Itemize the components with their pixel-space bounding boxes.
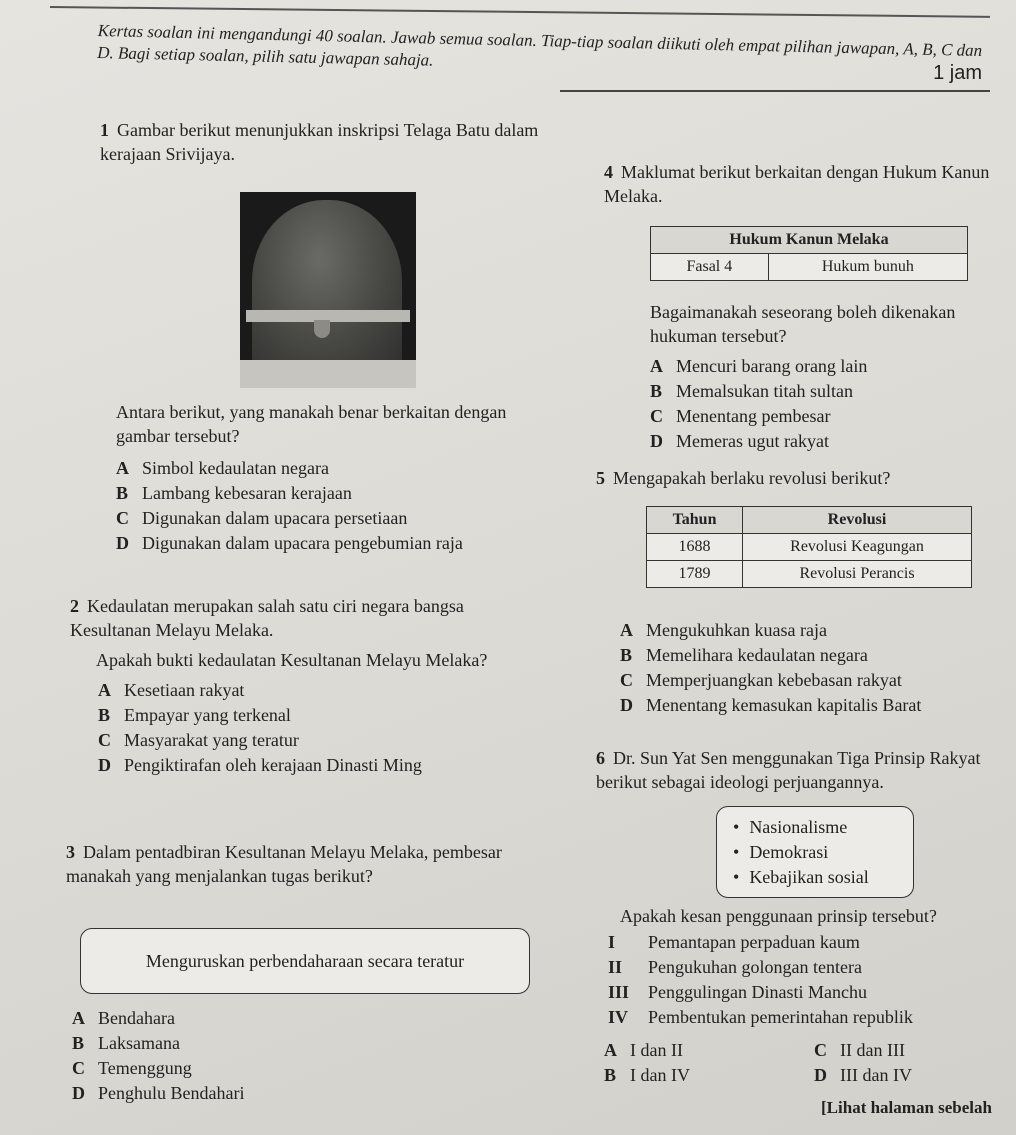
option-text: Penghulu Bendahari	[98, 1083, 245, 1103]
hukum-kanun-table	[650, 226, 968, 281]
option-item	[116, 531, 556, 556]
option-letter: A	[604, 1040, 617, 1060]
statement-number: I	[608, 932, 616, 952]
question-1-prompt: Antara berikut, yang manakah benar berkaitan dengan gambar tersebut?	[116, 402, 507, 446]
exam-instructions: Kertas soalan ini mengandungi 40 soalan. Jawab semua soalan. Tiap-tiap soalan diikuti oleh empat pilihan jawapan, A, B, C dan D. Bagi setiap soalan, pilih satu jawapan sahaja.	[97, 20, 983, 70]
option-text: Menentang pembesar	[676, 406, 831, 426]
question-3-text: Dalam pentadbiran Kesultanan Melayu Melaka, pembesar manakah yang menjalankan tugas berikut?	[66, 842, 502, 886]
option-item	[650, 379, 990, 404]
question-number: 2	[70, 596, 79, 616]
option-letter: B	[98, 705, 111, 725]
statement-text: Pengukuhan golongan tentera	[648, 957, 862, 977]
option-text: III dan IV	[840, 1065, 912, 1085]
statement-text: Pembentukan pemerintahan republik	[648, 1007, 913, 1027]
option-text: Memalsukan titah sultan	[676, 381, 853, 401]
statement-number: II	[608, 957, 623, 977]
option-item	[620, 643, 1000, 668]
principle-item: • Kebajikan sosial	[733, 865, 869, 890]
table-header: Tahun	[647, 507, 743, 534]
statement-text: Penggulingan Dinasti Manchu	[648, 982, 867, 1002]
question-4	[604, 160, 996, 208]
table-cell: Hukum bunuh	[768, 254, 967, 281]
option-item	[72, 1006, 492, 1031]
option-letter: C	[620, 670, 633, 690]
option-letter: C	[116, 508, 129, 528]
option-letter: C	[814, 1040, 827, 1060]
option-text: II dan III	[840, 1040, 905, 1060]
option-item	[650, 404, 990, 429]
question-4-prompt: Bagaimanakah seseorang boleh dikenakan hukuman tersebut?	[650, 302, 956, 346]
question-6-statements	[608, 930, 988, 1030]
question-3	[66, 840, 546, 888]
option-text: I dan II	[630, 1040, 683, 1060]
question-3-options	[72, 1006, 492, 1106]
option-letter: C	[98, 730, 111, 750]
question-6	[596, 746, 1000, 794]
revolution-table	[646, 506, 972, 588]
table-cell: Revolusi Perancis	[743, 561, 972, 588]
question-3-task-box	[80, 928, 530, 994]
principle-item: • Demokrasi	[733, 840, 828, 865]
telaga-batu-inscription-image	[240, 192, 416, 388]
option-item	[620, 693, 1000, 718]
option-text: Bendahara	[98, 1008, 175, 1028]
question-1-body	[116, 400, 556, 556]
question-2	[70, 594, 540, 778]
option-text: Empayar yang terkenal	[124, 705, 291, 725]
table-cell: 1688	[647, 534, 743, 561]
question-number: 4	[604, 162, 613, 182]
top-border-line	[50, 6, 990, 18]
option-item	[620, 618, 1000, 643]
question-5-options	[620, 618, 1000, 718]
question-4-text: Maklumat berikut berkaitan dengan Hukum Kanun Melaka.	[604, 162, 990, 206]
stone-spout	[314, 320, 330, 338]
option-letter: C	[650, 406, 663, 426]
inscription-stone	[252, 200, 402, 370]
option-text: Simbol kedaulatan negara	[142, 458, 329, 478]
next-page-note: [Lihat halaman sebelah	[821, 1098, 992, 1117]
option-letter: B	[116, 483, 129, 503]
statement-item	[608, 930, 988, 955]
header-divider	[560, 90, 990, 92]
question-5-text: Mengapakah berlaku revolusi berikut?	[613, 468, 891, 488]
statement-item	[608, 980, 988, 1005]
option-item	[72, 1081, 492, 1106]
question-2-text: Kedaulatan merupakan salah satu ciri negara bangsa Kesultanan Melayu Melaka.	[70, 596, 464, 640]
option-item	[116, 481, 556, 506]
option-letter: D	[620, 695, 633, 715]
question-6-options-right	[814, 1038, 994, 1088]
option-letter: A	[620, 620, 633, 640]
statement-item	[608, 1005, 988, 1030]
option-item	[98, 728, 540, 753]
question-6-prompt: Apakah kesan penggunaan prinsip tersebut?	[620, 906, 937, 926]
question-1-stem	[100, 118, 570, 166]
option-letter: B	[620, 645, 633, 665]
exam-duration: 1 jam	[933, 62, 982, 84]
question-6-options-left	[604, 1038, 784, 1088]
option-item	[98, 678, 540, 703]
option-letter: B	[72, 1033, 85, 1053]
option-item	[116, 456, 556, 481]
option-text: Memperjuangkan kebebasan rakyat	[646, 670, 902, 690]
question-number: 1	[100, 120, 109, 140]
option-letter: D	[814, 1065, 827, 1085]
option-letter: D	[72, 1083, 85, 1103]
option-letter: B	[604, 1065, 617, 1085]
option-text: Temenggung	[98, 1058, 192, 1078]
question-4-options	[650, 354, 990, 454]
stone-base	[240, 360, 416, 388]
option-item	[72, 1056, 492, 1081]
option-text: Mencuri barang orang lain	[676, 356, 868, 376]
question-1-text: Gambar berikut menunjukkan inskripsi Telaga Batu dalam kerajaan Srivijaya.	[100, 120, 539, 164]
option-text: Menentang kemasukan kapitalis Barat	[646, 695, 922, 715]
option-item	[650, 354, 990, 379]
question-3-task-text: Menguruskan perbendaharaan secara teratur	[145, 950, 465, 971]
option-text: Digunakan dalam upacara pengebumian raja	[142, 533, 463, 553]
option-text: Memelihara kedaulatan negara	[646, 645, 868, 665]
option-letter: C	[72, 1058, 85, 1078]
question-2-prompt: Apakah bukti kedaulatan Kesultanan Melayu Melaka?	[96, 650, 488, 670]
option-letter: D	[116, 533, 129, 553]
table-cell: Fasal 4	[651, 254, 769, 281]
statement-number: IV	[608, 1007, 629, 1027]
option-letter: D	[98, 755, 111, 775]
question-5	[596, 466, 996, 490]
statement-number: III	[608, 982, 630, 1002]
option-item	[116, 506, 556, 531]
option-letter: A	[116, 458, 129, 478]
statement-text: Pemantapan perpaduan kaum	[648, 932, 860, 952]
three-principles-box	[716, 806, 914, 898]
option-text: I dan IV	[630, 1065, 690, 1085]
option-text: Memeras ugut rakyat	[676, 431, 829, 451]
option-item	[98, 703, 540, 728]
option-text: Laksamana	[98, 1033, 180, 1053]
question-6-text: Dr. Sun Yat Sen menggunakan Tiga Prinsip Rakyat berikut sebagai ideologi perjuangannya.	[596, 748, 981, 792]
principle-item: • Nasionalisme	[733, 815, 847, 840]
option-item	[620, 668, 1000, 693]
option-item	[72, 1031, 492, 1056]
option-text: Lambang kebesaran kerajaan	[142, 483, 352, 503]
table-cell: 1789	[647, 561, 743, 588]
option-letter: B	[650, 381, 663, 401]
question-4-body	[650, 300, 990, 454]
option-item	[650, 429, 990, 454]
statement-item	[608, 955, 988, 980]
table-header: Revolusi	[743, 507, 972, 534]
option-letter: D	[650, 431, 663, 451]
option-text: Mengukuhkan kuasa raja	[646, 620, 827, 640]
question-number: 6	[596, 748, 605, 768]
table-header: Hukum Kanun Melaka	[651, 227, 968, 254]
option-text: Kesetiaan rakyat	[124, 680, 245, 700]
option-text: Digunakan dalam upacara persetiaan	[142, 508, 408, 528]
option-text: Masyarakat yang teratur	[124, 730, 299, 750]
option-text: Pengiktirafan oleh kerajaan Dinasti Ming	[124, 755, 422, 775]
option-letter: A	[650, 356, 663, 376]
option-item	[98, 753, 540, 778]
question-number: 3	[66, 842, 75, 862]
question-2-options	[70, 678, 540, 778]
option-letter: A	[98, 680, 111, 700]
question-1-options	[116, 456, 556, 556]
option-letter: A	[72, 1008, 85, 1028]
question-number: 5	[596, 468, 605, 488]
table-cell: Revolusi Keagungan	[743, 534, 972, 561]
